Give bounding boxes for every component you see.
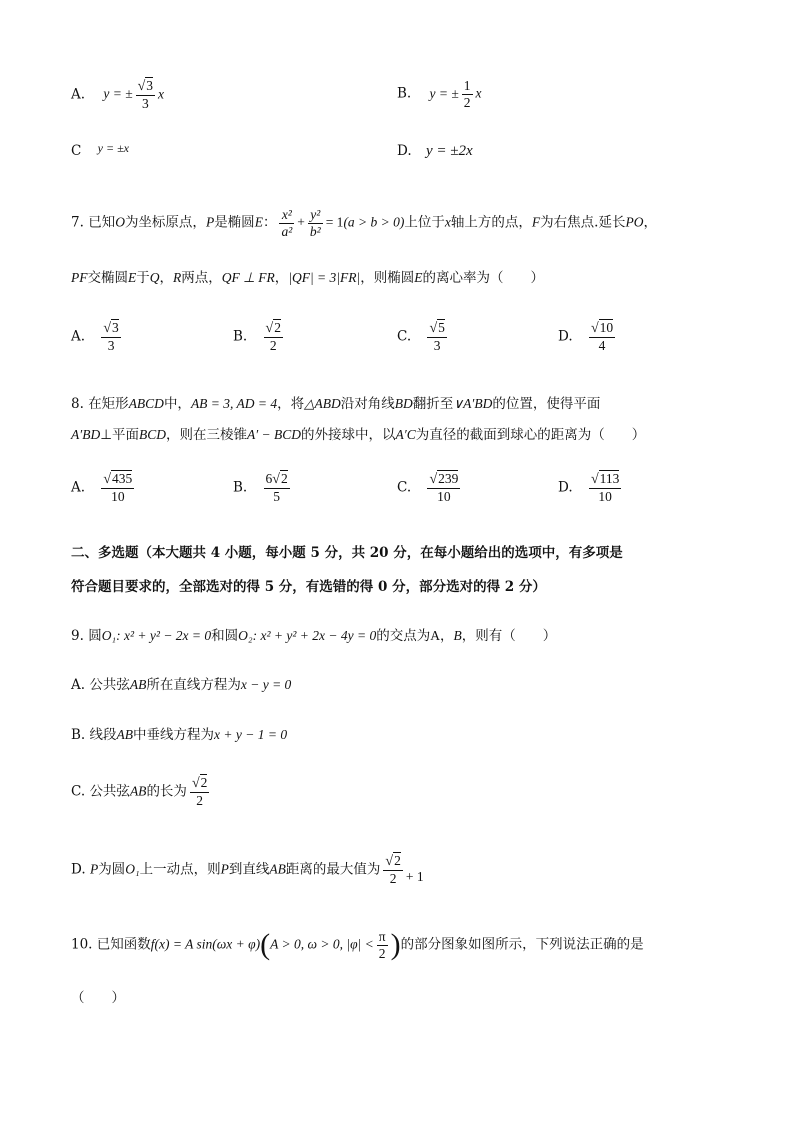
math: E [254, 214, 263, 230]
math: x − y = 0 [240, 677, 292, 692]
math: : x² + y² + 2x − 4y = 0 [252, 628, 377, 643]
denominator: 2 [196, 793, 204, 809]
math: P [89, 861, 99, 877]
text: 交椭圆 [87, 270, 128, 286]
math: x [444, 214, 451, 230]
math: A > 0, ω > 0, |φ| < [270, 936, 374, 952]
q8-option-d [558, 471, 624, 505]
option-letter: A. [71, 677, 86, 693]
math: O₂ [238, 628, 253, 643]
option-letter: B. [233, 328, 248, 345]
text: 沿对角线 [340, 396, 395, 412]
math: ABCD [128, 396, 164, 411]
text: 的离心率为（ ） [422, 270, 544, 286]
denominator: 3 [433, 338, 441, 354]
text: 中垂线方程为 [133, 727, 215, 743]
numerator: y² [308, 207, 323, 224]
question-number: 10. [71, 936, 93, 953]
denominator: 2 [269, 338, 277, 354]
option-letter: D. [558, 479, 573, 496]
text: ， [274, 270, 289, 286]
text: 为右焦点.延长 [540, 214, 626, 231]
fraction: $\frac{√10}{4}$ [590, 320, 614, 354]
q7-option-b [233, 320, 286, 354]
q8-stem-line1 [71, 392, 600, 412]
text: 所在直线方程为 [146, 677, 241, 693]
denominator: 2 [378, 945, 386, 961]
q10-stem-line1 [71, 928, 644, 962]
math: P [205, 214, 215, 230]
math: △ABD [304, 396, 341, 411]
math: E [128, 270, 137, 285]
q9-option-c [71, 775, 212, 809]
q9-option-a [71, 673, 291, 693]
denominator: 10 [598, 489, 612, 505]
radicand: 113 [599, 471, 620, 486]
text: ，将 [277, 396, 305, 412]
option-letter: B. [71, 727, 86, 743]
text: 圆 [88, 628, 102, 644]
option-letter: C [71, 143, 82, 159]
q6-option-a [71, 78, 164, 112]
math: QF ⊥ FR [221, 270, 275, 285]
right-paren: ) [390, 928, 401, 961]
option-expression: y = ±x [97, 141, 129, 155]
text: 的位置，使得平面 [492, 396, 601, 412]
fraction: $\frac{6√2}{5}$ [265, 471, 288, 505]
fraction: $\frac{√435}{10}$ [103, 471, 133, 505]
q8-stem-line2 [71, 423, 645, 443]
text: 的交点为 [376, 628, 431, 644]
denominator: 5 [273, 489, 280, 505]
q7-stem-line1 [71, 207, 657, 239]
option-expression: y = ± [103, 86, 133, 102]
option-letter: B. [397, 85, 412, 102]
radicand: 2 [280, 471, 288, 486]
text: 为直径的截面到球心的距离为（ ） [415, 427, 646, 443]
option-letter: D. [558, 328, 573, 345]
fraction [308, 207, 323, 239]
text: 在矩形 [88, 396, 129, 412]
math: O₁ [125, 861, 140, 877]
q9-option-b [71, 723, 287, 743]
math: AB [129, 783, 147, 799]
radicand: 5 [438, 320, 445, 335]
text: 是椭圆 [214, 214, 255, 231]
fraction [462, 78, 473, 110]
math: R [173, 270, 182, 285]
q9-stem [71, 624, 556, 644]
numerator: x² [279, 207, 294, 224]
text: ， [643, 214, 657, 231]
option-tail: x [475, 85, 482, 101]
text: 平面 [111, 427, 139, 443]
radicand: 3 [112, 320, 119, 335]
q10-stem-line2: （ ） [71, 990, 125, 1006]
math: Q [149, 270, 160, 285]
denominator: 10 [437, 489, 451, 505]
math: E [414, 270, 423, 285]
fraction: $\frac{√3}{3}$ [103, 320, 119, 354]
text: 已知函数 [96, 936, 151, 953]
text: ： [262, 214, 277, 231]
fraction: $\frac{√3}{3}$ [137, 78, 154, 112]
math: BD [394, 396, 413, 411]
q7-stem-line2 [71, 266, 544, 286]
text: 翻折至 [412, 396, 454, 412]
option-letter: C. [397, 328, 412, 345]
math: B [453, 628, 462, 643]
q6-option-b [397, 78, 482, 110]
option-letter: B. [233, 479, 248, 496]
math: = 1 [325, 214, 344, 230]
math: A′ − BCD [246, 427, 302, 442]
radicand: 3 [146, 78, 154, 93]
text: 为圆 [98, 861, 126, 878]
question-number: 8. [71, 396, 84, 412]
math: PF [71, 270, 88, 285]
math: F [531, 214, 541, 230]
text: ，则椭圆 [360, 270, 415, 286]
text: 上位于 [404, 214, 445, 231]
section-heading-line1: 二、多选题（本大题共 4 小题，每小题 5 分，共 20 分，在每小题给出的选项中，有多项是 [71, 545, 623, 561]
option-expression: y = ± [429, 85, 459, 101]
option-letter: C. [71, 783, 86, 800]
text: ， [159, 270, 173, 286]
text: ， [440, 628, 454, 644]
text: 的长为 [146, 783, 187, 800]
radicand: 2 [274, 320, 281, 335]
text: 已知 [88, 214, 116, 231]
text: 的部分图象如图所示，下列说法正确的是 [400, 936, 644, 953]
text: 的外接球中，以 [301, 427, 396, 443]
math: A′BD [71, 427, 101, 442]
radicand: 239 [438, 471, 459, 486]
q7-option-c [397, 320, 450, 354]
text: ，则在三棱锥 [165, 427, 247, 443]
fraction: $\frac{√2}{2}$ [385, 853, 401, 887]
denominator: a² [281, 223, 293, 239]
q7-option-a [71, 320, 124, 354]
question-number: 9. [71, 628, 84, 644]
numerator: 1 [463, 78, 471, 93]
math: ⊥ [100, 427, 112, 442]
math: BCD [138, 427, 166, 442]
text: 到直线 [228, 861, 270, 878]
option-expression: y = ±2x [425, 143, 473, 159]
q6-option-d [397, 143, 473, 160]
text: 为坐标原点， [124, 214, 206, 231]
text: 于 [136, 270, 150, 286]
coefficient: 6 [265, 471, 273, 486]
text: 上一动点，则 [139, 861, 221, 878]
math: f(x) = A sin(ωx + φ) [150, 936, 261, 952]
radicand: 2 [200, 775, 208, 790]
text: 公共弦 [89, 783, 130, 800]
q8-option-a [71, 471, 137, 505]
math: x + y − 1 = 0 [214, 727, 288, 742]
math: AB [116, 727, 134, 742]
text: 中， [163, 396, 191, 412]
question-number: 7. [71, 214, 84, 231]
fraction [377, 929, 388, 961]
text: 线段 [89, 727, 117, 743]
text: 轴上方的点， [450, 214, 532, 231]
option-tail: x [158, 86, 165, 102]
text: 两点， [181, 270, 222, 286]
denominator: 4 [598, 338, 606, 354]
text: ，则有（ ） [461, 628, 557, 644]
option-letter: A. [71, 328, 86, 345]
math: + [297, 214, 305, 230]
math: |QF| = 3|FR| [288, 270, 361, 285]
math: AB [129, 677, 147, 692]
math: AB [269, 861, 286, 877]
radicand: 10 [599, 320, 614, 335]
q8-option-b [233, 471, 293, 505]
q7-option-d [558, 320, 618, 354]
math: AB = 3, AD = 4 [190, 396, 278, 411]
q6-option-c [71, 143, 129, 159]
denominator: 10 [111, 489, 125, 505]
denominator: 3 [141, 96, 149, 112]
math: A′C [395, 427, 416, 442]
numerator: π [378, 928, 386, 944]
fraction: $\frac{√239}{10}$ [429, 471, 459, 505]
denominator: 3 [107, 338, 115, 354]
math: P [220, 861, 229, 877]
section-heading-line2: 符合题目要求的，全部选对的得 5 分，有选错的得 0 分，部分选对的得 2 分） [71, 579, 546, 595]
option-letter: D. [397, 143, 412, 159]
fraction: $\frac{√113}{10}$ [590, 471, 620, 505]
option-letter: D. [71, 861, 86, 878]
q8-option-c [397, 471, 463, 505]
math: O₁ [101, 628, 117, 643]
denominator: 2 [463, 94, 471, 110]
denominator: 2 [389, 871, 397, 887]
radicand: 2 [394, 853, 401, 868]
math: O [115, 214, 125, 230]
option-letter: A. [71, 86, 86, 103]
math: + 1 [405, 869, 424, 885]
math: PO [625, 214, 644, 230]
q9-option-d [71, 853, 424, 887]
math: : x² + y² − 2x = 0 [116, 628, 212, 643]
math: ∨A′BD [453, 396, 493, 411]
text: 公共弦 [89, 677, 130, 693]
text: 和圆 [211, 628, 239, 644]
denominator: b² [309, 223, 321, 239]
option-letter: A. [71, 479, 86, 496]
radicand: 435 [112, 471, 133, 486]
fraction [279, 207, 294, 239]
math: (a > b > 0) [343, 214, 405, 230]
option-letter: C. [397, 479, 412, 496]
fraction: $\frac{√5}{3}$ [429, 320, 445, 354]
text: 距离的最大值为 [285, 861, 381, 878]
left-paren: ( [260, 928, 271, 961]
fraction: $\frac{√2}{2}$ [191, 775, 208, 809]
math: A [430, 628, 440, 643]
fraction: $\frac{√2}{2}$ [265, 320, 281, 354]
